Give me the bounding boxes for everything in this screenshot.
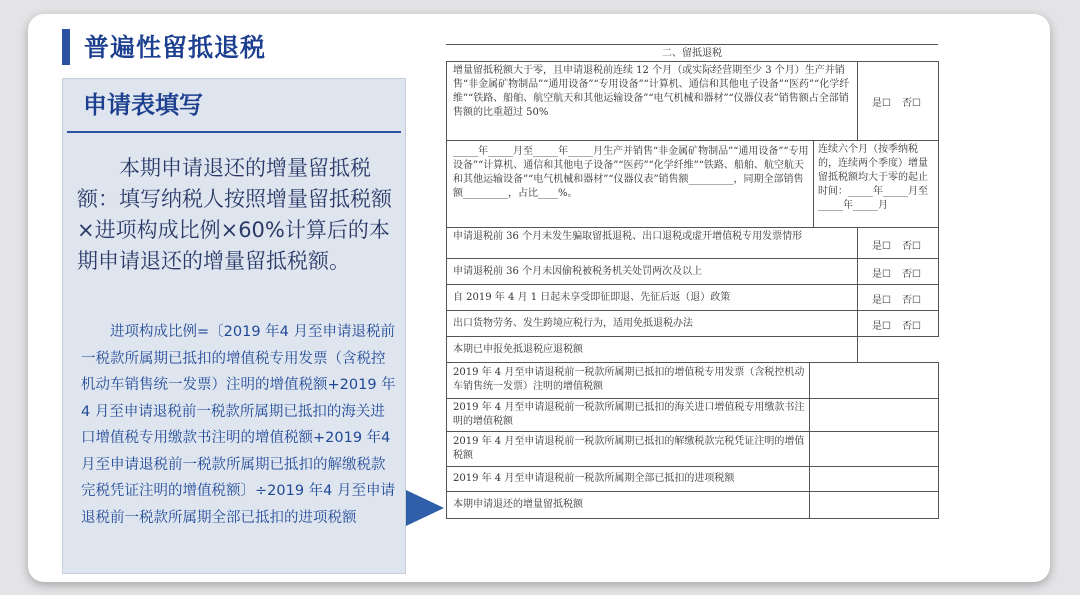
form-row	[446, 336, 858, 363]
yes-checkbox[interactable]: 是☐	[872, 321, 891, 332]
value-cell[interactable]	[809, 362, 939, 399]
form-row-text: 申请退税前 36 个月未发生骗取留抵退税、出口退税或虚开增值税专用发票情形	[453, 231, 803, 242]
no-checkbox[interactable]: 否☐	[902, 295, 921, 306]
explanation-panel	[62, 78, 406, 574]
yes-checkbox[interactable]: 是☐	[872, 98, 891, 109]
no-checkbox[interactable]: 否☐	[902, 269, 921, 280]
form-row-highlighted	[446, 491, 810, 519]
period-cell	[813, 140, 939, 228]
checkbox-cell	[857, 61, 939, 141]
slide-title: 普遍性留抵退税	[84, 33, 267, 62]
form-row	[446, 466, 810, 492]
form-row-text: 增量留抵税额大于零，且申请退税前连续 12 个月（或实际经营期至少 3 个月）生产并销售“非金属矿物制品”“通用设备”“专用设备”“计算机、通信和其他电子设备”“医药”“化学纤维”“铁路、船舶、航空航天和其他运输设备”“电气机械和器材”“仪器仪表”销售额占全部销售额的比重超过 50%	[453, 65, 850, 118]
slide	[28, 14, 1050, 582]
form-row	[446, 431, 810, 467]
form-row-text: 自 2019 年 4 月 1 日起未享受即征即退、先征后返（退）政策	[453, 292, 731, 303]
yes-checkbox[interactable]: 是☐	[872, 295, 891, 306]
yes-checkbox[interactable]: 是☐	[872, 269, 891, 280]
form-row	[446, 258, 858, 285]
form-row	[446, 140, 814, 228]
form-section-header: 二、留抵退税	[446, 44, 938, 62]
yes-checkbox[interactable]: 是☐	[872, 241, 891, 252]
form-row	[446, 284, 858, 311]
form-row-text: _____年_____月至_____年_____月生产并销售“非金属矿物制品”“通用设备”“专用设备”“计算机、通信和其他电子设备”“医药”“化学纤维”“铁路、船舶、航空航天和其他运输设备”“电气机械和器材”“仪器仪表”销售额_________，同期全部销售额_________，占比____%。	[453, 146, 809, 199]
no-checkbox[interactable]: 否☐	[902, 321, 921, 332]
form-row	[446, 398, 810, 432]
form-row-text: 出口货物劳务、发生跨境应税行为，适用免抵退税办法	[453, 318, 693, 329]
formula-explanation: 进项构成比例=〔2019 年4 月至申请退税前一税款所属期已抵扣的增值税专用发票（含税控机动车销售统一发票）注明的增值税额+2019 年4 月至申请退税前一税款所属期已抵扣的海关进口增值税专用缴款书注明的增值税额+2019 年4 月至申请退税前一税款所属期已抵扣的解缴税款完税凭证注明的增值税额〕÷2019 年4 月至申请退税前一税款所属期全部已抵扣的进项税额	[81, 324, 396, 526]
form-row-text: 2019 年 4 月至申请退税前一税款所属期全部已抵扣的进项税额	[453, 473, 735, 484]
checkbox-cell	[857, 227, 939, 259]
value-cell[interactable]	[809, 491, 939, 519]
form-row-text: 本期申请退还的增量留抵税额	[453, 499, 583, 510]
panel-subtitle: 申请表填写	[83, 91, 203, 119]
form-document	[446, 44, 942, 538]
title-accent-bar	[62, 29, 70, 65]
form-row	[446, 310, 858, 337]
main-explanation: 本期申请退还的增量留抵税额：填写纳税人按照增量留抵税额×进项构成比例×60%计算后的本期申请退还的增量留抵税额。	[77, 156, 392, 273]
form-row-text: 本期已申报免抵退税应退税额	[453, 344, 583, 355]
period-text: 连续六个月（按季纳税的，连续两个季度）增量留抵税额均大于零的起止时间：_____年_____月至_____年_____月	[818, 144, 928, 211]
value-cell[interactable]	[809, 466, 939, 492]
form-row	[446, 227, 858, 259]
subtitle-underline	[67, 131, 401, 133]
checkbox-cell	[857, 284, 939, 311]
value-cell[interactable]	[809, 431, 939, 467]
pointer-arrow-icon	[406, 490, 444, 526]
form-row-text: 2019 年 4 月至申请退税前一税款所属期已抵扣的海关进口增值税专用缴款书注明的增值税额	[453, 402, 805, 427]
no-checkbox[interactable]: 否☐	[902, 98, 921, 109]
no-checkbox[interactable]: 否☐	[902, 241, 921, 252]
value-cell[interactable]	[809, 398, 939, 432]
checkbox-cell	[857, 310, 939, 337]
form-row	[446, 61, 858, 141]
form-row-text: 2019 年 4 月至申请退税前一税款所属期已抵扣的解缴税款完税凭证注明的增值税额	[453, 436, 805, 461]
form-row-text: 2019 年 4 月至申请退税前一税款所属期已抵扣的增值税专用发票（含税控机动车销售统一发票）注明的增值税额	[453, 367, 805, 392]
form-row-text: 申请退税前 36 个月未因偷税被税务机关处罚两次及以上	[453, 266, 703, 277]
checkbox-cell	[857, 258, 939, 285]
form-row	[446, 362, 810, 399]
